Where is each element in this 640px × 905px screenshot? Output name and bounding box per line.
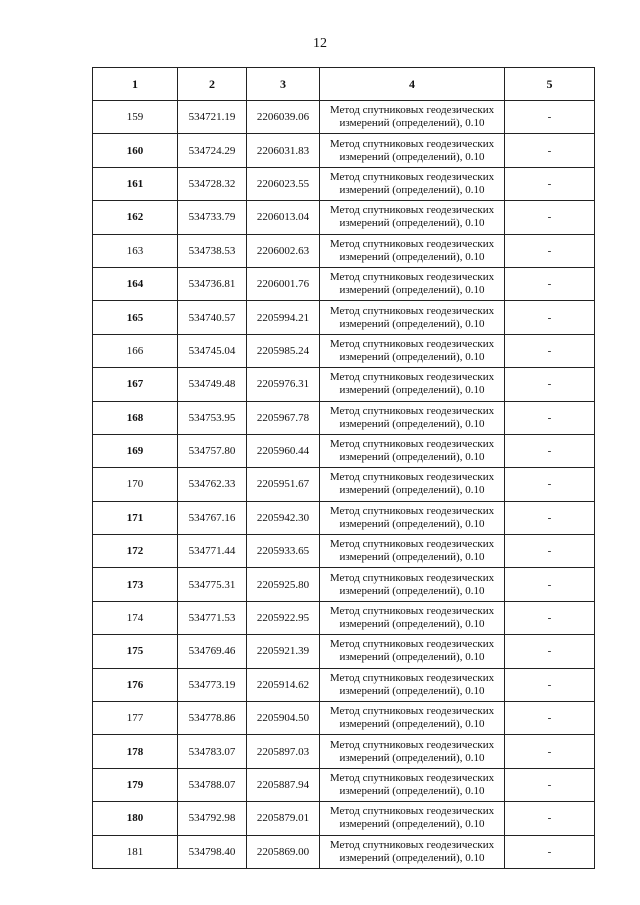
description-cell: - [505,201,595,234]
method-line-2: измерений (определений), 0.10 [339,484,485,497]
method-line-1: Метод спутниковых геодезических [329,337,495,350]
description-cell: - [505,401,595,434]
table-row [93,201,595,234]
method-line-1: Метод спутниковых геодезических [329,304,495,317]
y-coordinate: 2206031.83 [247,134,320,167]
x-coordinate: 534771.44 [178,535,247,568]
description-cell: - [505,368,595,401]
method-line-2: измерений (определений), 0.10 [339,117,485,130]
point-number: 175 [93,635,178,668]
method-cell [320,201,505,234]
method-line-1: Метод спутниковых геодезических [329,772,495,784]
method-cell [320,468,505,501]
method-line-2: измерений (определений), 0.10 [339,651,485,664]
point-number: 181 [93,835,178,868]
method-line-1: Метод спутниковых геодезических [329,104,495,117]
point-number: 159 [93,101,178,134]
description-cell: - [505,434,595,467]
method-line-1: Метод спутниковых геодезических [329,371,495,384]
method-line-2: измерений (определений), 0.10 [339,785,485,797]
y-coordinate: 2206039.06 [247,101,320,134]
x-coordinate: 534740.57 [178,301,247,334]
x-coordinate: 534753.95 [178,401,247,434]
table-row [93,635,595,668]
table-row [93,167,595,200]
method-cell [320,568,505,601]
method-line-1: Метод спутниковых геодезических [329,538,495,551]
method-line-2: измерений (определений), 0.10 [339,818,485,831]
description-cell: - [505,568,595,601]
method-cell [320,535,505,568]
method-cell [320,835,505,868]
description-cell: - [505,802,595,835]
method-line-1: Метод спутниковых геодезических [329,204,495,217]
method-line-1: Метод спутниковых геодезических [329,571,495,584]
method-cell [320,368,505,401]
table-row [93,835,595,868]
method-line-1: Метод спутниковых геодезических [329,271,495,284]
description-cell: - [505,601,595,634]
method-line-1: Метод спутниковых геодезических [329,838,495,851]
y-coordinate: 2206023.55 [247,167,320,200]
y-coordinate: 2205967.78 [247,401,320,434]
point-number: 173 [93,568,178,601]
point-number: 164 [93,267,178,300]
x-coordinate: 534745.04 [178,334,247,367]
y-coordinate: 2205933.65 [247,535,320,568]
method-line-2: измерений (определений), 0.10 [339,851,485,864]
description-cell: - [505,167,595,200]
point-number: 170 [93,468,178,501]
point-number: 161 [93,167,178,200]
x-coordinate: 534788.07 [178,768,247,801]
table-row [93,334,595,367]
page-number: 12 [313,36,327,51]
column-header: 5 [505,68,595,101]
x-coordinate: 534762.33 [178,468,247,501]
table-row [93,601,595,634]
method-cell [320,601,505,634]
method-line-2: измерений (определений), 0.10 [339,517,485,530]
x-coordinate: 534738.53 [178,234,247,267]
description-cell: - [505,301,595,334]
method-cell [320,334,505,367]
method-cell [320,267,505,300]
point-number: 180 [93,802,178,835]
x-coordinate: 534721.19 [178,101,247,134]
method-cell [320,768,505,801]
method-cell [320,802,505,835]
description-cell: - [505,101,595,134]
x-coordinate: 534783.07 [178,735,247,768]
method-line-1: Метод спутниковых геодезических [329,705,495,718]
method-line-1: Метод спутниковых геодезических [329,471,495,484]
x-coordinate: 534792.98 [178,802,247,835]
method-line-1: Метод спутниковых геодезических [329,805,495,818]
table-row [93,401,595,434]
method-line-2: измерений (определений), 0.10 [339,384,485,397]
x-coordinate: 534749.48 [178,368,247,401]
table-row [93,468,595,501]
x-coordinate: 534798.40 [178,835,247,868]
x-coordinate: 534767.16 [178,501,247,534]
method-line-2: измерений (определений), 0.10 [339,417,485,430]
point-number: 171 [93,501,178,534]
table-row [93,434,595,467]
method-line-2: измерений (определений), 0.10 [339,751,485,764]
x-coordinate: 534771.53 [178,601,247,634]
description-cell: - [505,501,595,534]
y-coordinate: 2205922.95 [247,601,320,634]
point-number: 179 [93,768,178,801]
method-cell [320,167,505,200]
table-row [93,101,595,134]
y-coordinate: 2205914.62 [247,668,320,701]
method-line-1: Метод спутниковых геодезических [329,137,495,150]
point-number: 172 [93,535,178,568]
description-cell: - [505,234,595,267]
description-cell: - [505,535,595,568]
method-line-2: измерений (определений), 0.10 [339,350,485,363]
x-coordinate: 534728.32 [178,167,247,200]
y-coordinate: 2205869.00 [247,835,320,868]
point-number: 169 [93,434,178,467]
table-row [93,368,595,401]
method-line-2: измерений (определений), 0.10 [339,584,485,597]
method-cell [320,134,505,167]
description-cell: - [505,468,595,501]
table-row [93,768,595,801]
point-number: 177 [93,702,178,735]
method-cell [320,735,505,768]
description-cell: - [505,735,595,768]
y-coordinate: 2205942.30 [247,501,320,534]
method-line-1: Метод спутниковых геодезических [329,237,495,250]
description-cell: - [505,835,595,868]
method-line-1: Метод спутниковых геодезических [329,170,495,183]
method-line-1: Метод спутниковых геодезических [329,605,495,618]
y-coordinate: 2205879.01 [247,802,320,835]
method-line-1: Метод спутниковых геодезических [329,404,495,417]
method-line-2: измерений (определений), 0.10 [339,217,485,230]
x-coordinate: 534757.80 [178,434,247,467]
y-coordinate: 2206001.76 [247,267,320,300]
y-coordinate: 2205887.94 [247,768,320,801]
method-line-1: Метод спутниковых геодезических [329,671,495,684]
description-cell: - [505,668,595,701]
y-coordinate: 2205925.80 [247,568,320,601]
table-row [93,134,595,167]
method-line-1: Метод спутниковых геодезических [329,438,495,451]
x-coordinate: 534724.29 [178,134,247,167]
y-coordinate: 2205985.24 [247,334,320,367]
point-number: 176 [93,668,178,701]
table-row [93,735,595,768]
method-cell [320,301,505,334]
description-cell: - [505,768,595,801]
table-row [93,702,595,735]
method-line-2: измерений (определений), 0.10 [339,317,485,330]
method-cell [320,702,505,735]
x-coordinate: 534733.79 [178,201,247,234]
point-number: 166 [93,334,178,367]
point-number: 178 [93,735,178,768]
y-coordinate: 2206013.04 [247,201,320,234]
description-cell: - [505,334,595,367]
point-number: 163 [93,234,178,267]
table-body [93,101,595,869]
column-header: 2 [178,68,247,101]
y-coordinate: 2205904.50 [247,702,320,735]
table-row [93,568,595,601]
table-row [93,234,595,267]
x-coordinate: 534773.19 [178,668,247,701]
y-coordinate: 2205921.39 [247,635,320,668]
y-coordinate: 2206002.63 [247,234,320,267]
method-cell [320,401,505,434]
method-cell [320,501,505,534]
method-line-2: измерений (определений), 0.10 [339,451,485,464]
x-coordinate: 534736.81 [178,267,247,300]
method-line-2: измерений (определений), 0.10 [339,551,485,564]
description-cell: - [505,267,595,300]
coordinates-table [92,67,595,869]
table-row [93,802,595,835]
method-line-2: измерений (определений), 0.10 [339,684,485,697]
method-cell [320,101,505,134]
method-line-2: измерений (определений), 0.10 [339,250,485,263]
method-line-2: измерений (определений), 0.10 [339,284,485,297]
column-header: 4 [320,68,505,101]
point-number: 174 [93,601,178,634]
method-line-2: измерений (определений), 0.10 [339,150,485,163]
method-line-2: измерений (определений), 0.10 [339,183,485,196]
method-cell [320,668,505,701]
y-coordinate: 2205994.21 [247,301,320,334]
method-cell [320,234,505,267]
table-row [93,501,595,534]
point-number: 167 [93,368,178,401]
table-row [93,301,595,334]
method-line-2: измерений (определений), 0.10 [339,718,485,731]
y-coordinate: 2205897.03 [247,735,320,768]
point-number: 160 [93,134,178,167]
method-cell [320,635,505,668]
y-coordinate: 2205960.44 [247,434,320,467]
method-line-1: Метод спутниковых геодезических [329,738,495,751]
point-number: 162 [93,201,178,234]
table-header-row [93,68,595,101]
description-cell: - [505,134,595,167]
x-coordinate: 534775.31 [178,568,247,601]
x-coordinate: 534778.86 [178,702,247,735]
table-row [93,267,595,300]
column-header: 1 [93,68,178,101]
method-cell [320,434,505,467]
point-number: 168 [93,401,178,434]
description-cell: - [505,702,595,735]
table-row [93,668,595,701]
y-coordinate: 2205951.67 [247,468,320,501]
method-line-1: Метод спутниковых геодезических [329,504,495,517]
x-coordinate: 534769.46 [178,635,247,668]
method-line-2: измерений (определений), 0.10 [339,618,485,631]
description-cell: - [505,635,595,668]
table-row [93,535,595,568]
y-coordinate: 2205976.31 [247,368,320,401]
method-line-1: Метод спутниковых геодезических [329,638,495,651]
point-number: 165 [93,301,178,334]
column-header: 3 [247,68,320,101]
